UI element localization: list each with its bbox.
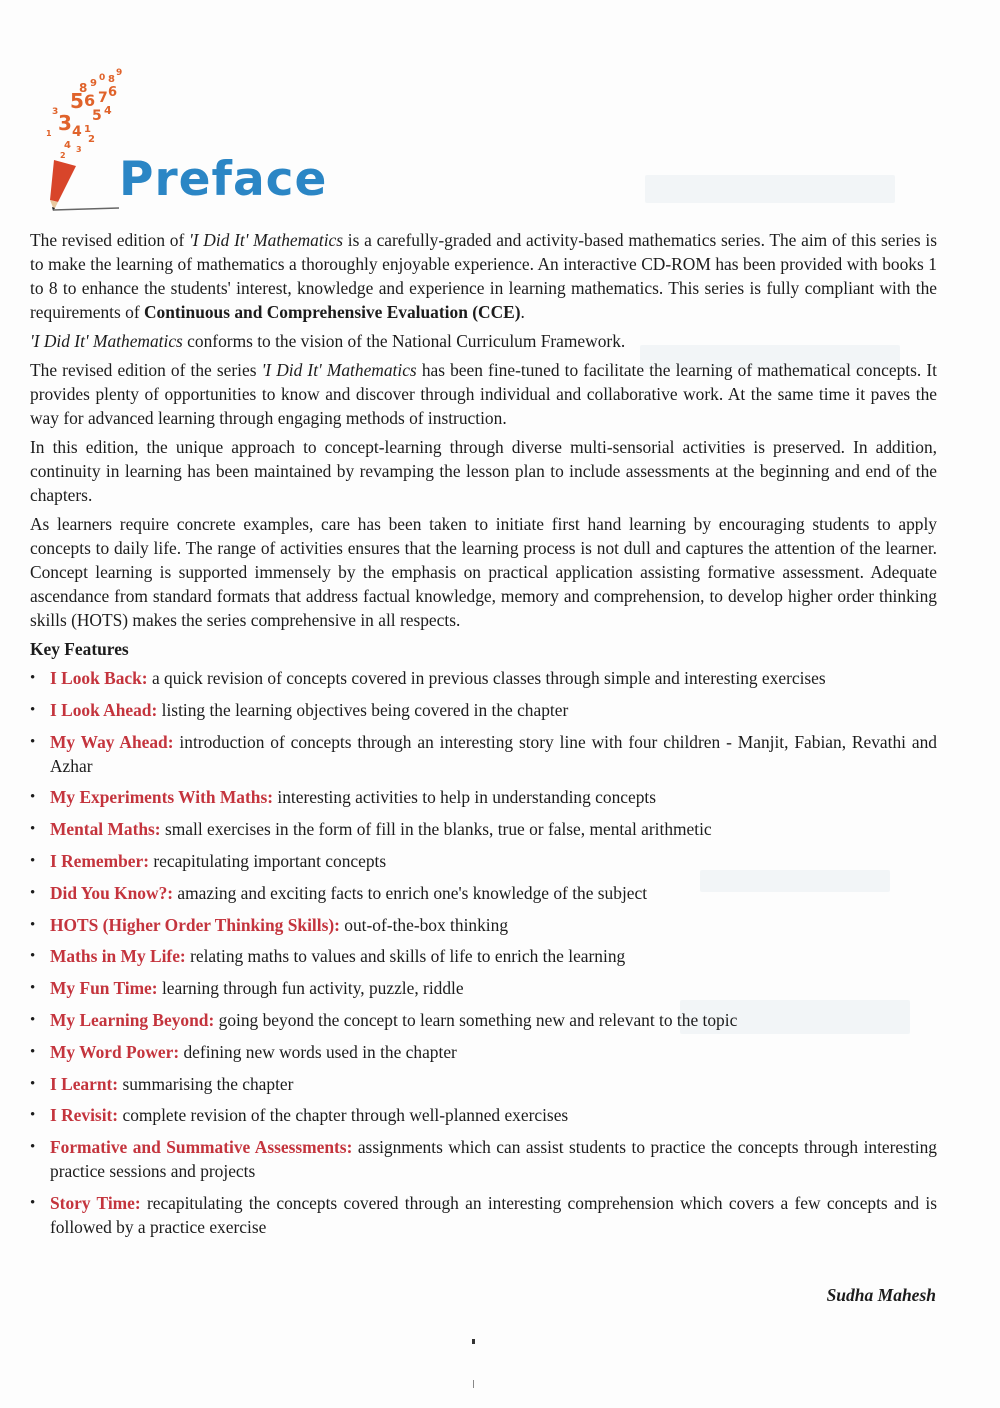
series-title-italic: 'I Did It' Mathematics bbox=[30, 331, 183, 351]
key-feature-item bbox=[30, 1191, 937, 1239]
key-feature-item bbox=[30, 944, 937, 968]
feature-label: Mental Maths: bbox=[50, 819, 161, 840]
feature-description: defining new words used in the chapter bbox=[183, 1041, 457, 1062]
key-feature-item bbox=[30, 1135, 937, 1183]
scan-speck bbox=[472, 1339, 475, 1344]
scan-bleed-artifact bbox=[645, 175, 895, 203]
svg-text:8: 8 bbox=[108, 74, 115, 85]
key-feature-item bbox=[30, 1040, 937, 1064]
feature-description: relating maths to values and skills of life to enrich the learning bbox=[190, 946, 626, 967]
key-feature-item bbox=[30, 1072, 937, 1096]
feature-label: Formative and Summative Assessments: bbox=[50, 1137, 353, 1158]
key-feature-item bbox=[30, 849, 937, 873]
feature-label: Did You Know?: bbox=[50, 882, 174, 903]
text-run: . bbox=[520, 302, 525, 322]
svg-text:6: 6 bbox=[84, 91, 96, 110]
text-run: has been fine-tuned to facilitate the learning of mathematical concepts. It provides plenty of opportunities to know and discover through individual and collaborative work. At the same time it paves the way for advanced learning through engaging methods of instruction. bbox=[30, 360, 937, 428]
feature-label: My Fun Time: bbox=[50, 978, 158, 999]
feature-label: I Remember: bbox=[50, 850, 149, 871]
feature-description: going beyond the concept to learn something new and relevant to the topic bbox=[218, 1009, 738, 1030]
feature-description: interesting activities to help in understanding concepts bbox=[277, 787, 657, 808]
bullet-icon: • bbox=[30, 916, 36, 933]
key-feature-item bbox=[30, 698, 937, 722]
bullet-icon: • bbox=[30, 1043, 36, 1060]
text-run: The revised edition of bbox=[30, 230, 190, 250]
svg-text:3: 3 bbox=[58, 111, 72, 135]
svg-text:9: 9 bbox=[116, 68, 123, 78]
feature-description: summarising the chapter bbox=[122, 1073, 294, 1094]
key-feature-item bbox=[30, 785, 937, 809]
svg-text:4: 4 bbox=[72, 124, 82, 140]
bullet-icon: • bbox=[30, 884, 36, 901]
bullet-icon: • bbox=[30, 1011, 36, 1028]
feature-label: My Learning Beyond: bbox=[50, 1009, 215, 1030]
feature-label: My Way Ahead: bbox=[50, 731, 174, 752]
intro-paragraphs bbox=[30, 228, 937, 632]
feature-label: My Experiments With Maths: bbox=[50, 787, 274, 808]
svg-text:9: 9 bbox=[90, 78, 97, 89]
bullet-icon: • bbox=[30, 852, 36, 869]
page-title: Preface bbox=[119, 152, 328, 207]
series-title-italic: 'I Did It' Mathematics bbox=[261, 360, 417, 380]
svg-text:6: 6 bbox=[108, 85, 118, 100]
svg-text:5: 5 bbox=[70, 89, 84, 113]
feature-description: assignments which can assist students to practice the concepts through interesting practice sessions and projects bbox=[50, 1137, 937, 1182]
feature-label: Maths in My Life: bbox=[50, 946, 186, 967]
feature-description: introduction of concepts through an interesting story line with four children - Manjit, Fabian, Revathi and Azhar bbox=[50, 731, 937, 776]
page-header bbox=[24, 62, 328, 212]
feature-description: amazing and exciting facts to enrich one's knowledge of the subject bbox=[177, 882, 648, 903]
feature-description: a quick revision of concepts covered in previous classes through simple and interesting exercises bbox=[151, 668, 826, 688]
feature-description: complete revision of the chapter through well-planned exercises bbox=[122, 1105, 569, 1126]
svg-text:3: 3 bbox=[76, 145, 82, 154]
feature-description: listing the learning objectives being covered in the chapter bbox=[161, 699, 569, 720]
text-run: The revised edition of the series bbox=[30, 360, 262, 380]
svg-text:3: 3 bbox=[52, 107, 59, 117]
paragraph bbox=[30, 358, 937, 430]
text-run: is a carefully-graded and activity-based mathematics series. The aim of this series is to make the learning of mathematics a thoroughly enjoyable experience. An interactive CD-ROM has been provided with books 1 to 8 to enhance the students' interest, knowledge and experience in learning mathematics. This series is fully compliant with the requirements of bbox=[30, 230, 937, 322]
bullet-icon: • bbox=[30, 1194, 36, 1211]
svg-text:1: 1 bbox=[84, 124, 91, 135]
feature-label: I Look Back: bbox=[50, 668, 148, 688]
feature-description: out-of-the-box thinking bbox=[344, 914, 509, 935]
key-feature-item bbox=[30, 913, 937, 937]
emphasis-bold: Continuous and Comprehensive Evaluation (CCE) bbox=[143, 302, 521, 322]
key-feature-item bbox=[30, 730, 937, 778]
text-run: In this edition, the unique approach to concept-learning through diverse multi-sensorial activities is preserved. In addition, continuity in learning has been maintained by revamping the lesson plan to include assessments at the beginning and end of the chapters. bbox=[30, 437, 937, 505]
bullet-icon: • bbox=[30, 670, 36, 686]
key-feature-item bbox=[30, 881, 937, 905]
bullet-icon: • bbox=[30, 789, 36, 806]
author-signature: Sudha Mahesh bbox=[826, 1285, 936, 1305]
svg-text:0: 0 bbox=[99, 73, 106, 83]
svg-text:4: 4 bbox=[104, 104, 112, 117]
feature-label: I Look Ahead: bbox=[50, 699, 158, 720]
key-feature-item bbox=[30, 976, 937, 1000]
key-feature-item bbox=[30, 817, 937, 841]
paragraph bbox=[30, 435, 937, 507]
bullet-icon: • bbox=[30, 1139, 36, 1156]
paragraph bbox=[30, 228, 937, 324]
key-features-list bbox=[30, 666, 937, 1239]
preface-body bbox=[30, 228, 937, 1247]
text-run: conforms to the vision of the National Curriculum Framework. bbox=[182, 331, 626, 351]
svg-text:8: 8 bbox=[79, 81, 88, 95]
svg-text:2: 2 bbox=[60, 151, 66, 160]
feature-label: I Learnt: bbox=[50, 1073, 119, 1094]
bullet-icon: • bbox=[30, 701, 36, 718]
svg-text:2: 2 bbox=[88, 134, 95, 145]
key-feature-item bbox=[30, 666, 937, 690]
feature-label: HOTS (Higher Order Thinking Skills): bbox=[50, 914, 340, 935]
feature-label: My Word Power: bbox=[50, 1041, 180, 1062]
bullet-icon: • bbox=[30, 1075, 36, 1092]
key-feature-item bbox=[30, 1103, 937, 1127]
bullet-icon: • bbox=[30, 980, 36, 997]
bullet-icon: • bbox=[30, 733, 36, 750]
paragraph bbox=[30, 512, 937, 632]
key-features-heading: Key Features bbox=[30, 639, 129, 659]
feature-description: small exercises in the form of fill in the blanks, true or false, mental arithmetic bbox=[164, 819, 712, 840]
bullet-icon: • bbox=[30, 821, 36, 838]
feature-description: learning through fun activity, puzzle, riddle bbox=[161, 978, 464, 999]
feature-description: recapitulating important concepts bbox=[153, 850, 387, 871]
bullet-icon: • bbox=[30, 948, 36, 965]
paragraph bbox=[30, 329, 937, 353]
bullet-icon: • bbox=[30, 1107, 36, 1124]
pencil-with-numbers-icon bbox=[24, 62, 134, 212]
feature-label: I Revisit: bbox=[50, 1105, 119, 1126]
svg-text:5: 5 bbox=[92, 108, 102, 124]
feature-label: Story Time: bbox=[50, 1192, 141, 1213]
svg-text:4: 4 bbox=[64, 140, 71, 151]
svg-text:7: 7 bbox=[98, 90, 108, 106]
feature-description: recapitulating the concepts covered through an interesting comprehension which covers a few concepts and is followed by a practice exercise bbox=[50, 1192, 937, 1237]
key-feature-item bbox=[30, 1008, 937, 1032]
series-title-italic: 'I Did It' Mathematics bbox=[189, 230, 344, 250]
text-run: As learners require concrete examples, care has been taken to initiate first hand learning by encouraging students to apply concepts to daily life. The range of activities ensures that the learning process is not dull and captures the attention of the learner. Concept learning is supported immensely by the emphasis on practical application assisting formative assessment. Adequate ascendance from standard formats that address factual knowledge, memory and comprehension, to develop higher order thinking skills (HOTS) makes the series comprehensive in all respects. bbox=[30, 514, 937, 630]
scan-speck bbox=[473, 1380, 474, 1388]
svg-text:1: 1 bbox=[46, 129, 52, 138]
